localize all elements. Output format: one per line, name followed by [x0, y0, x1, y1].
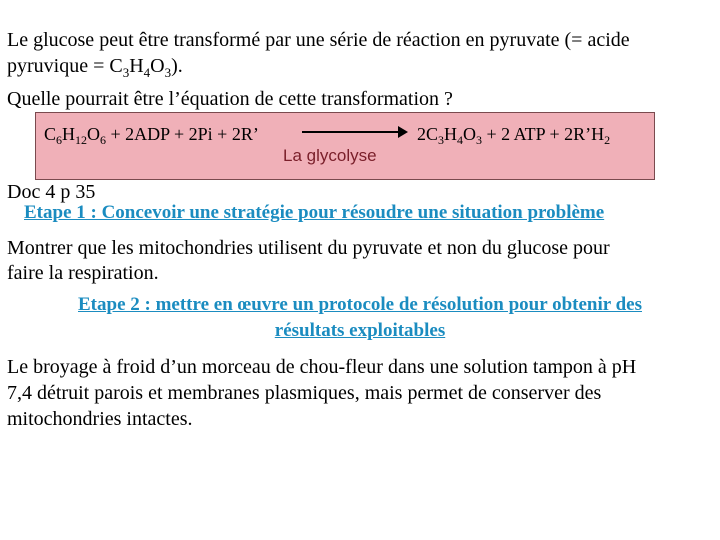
- etape-2-heading-line-1: Etape 2 : mettre en œuvre un protocole de résolution pour obtenir des: [78, 294, 642, 315]
- subscript: 3: [438, 133, 445, 147]
- paragraph-1-line-2: faire la respiration.: [7, 262, 159, 284]
- eq-h: H: [444, 124, 458, 144]
- paragraph-2-line-3: mitochondries intactes.: [7, 408, 193, 430]
- intro-line-2-prefix: pyruvique = C: [7, 55, 123, 77]
- equation-right: [417, 123, 610, 145]
- paragraph-2-line-2: 7,4 détruit parois et membranes plasmiques, mais permet de conserver des: [7, 382, 602, 404]
- eq-c: 2C: [417, 124, 439, 144]
- formula-o: O: [150, 55, 165, 77]
- subscript: 4: [143, 65, 151, 80]
- eq-right-rest: + 2 ATP + 2R’H: [482, 124, 605, 144]
- intro-line-1: Le glucose peut être transformé par une série de réaction en pyruvate (= acide: [7, 29, 630, 51]
- subscript: 12: [75, 133, 88, 147]
- reaction-arrow-icon: [302, 131, 406, 133]
- question-text: Quelle pourrait être l’équation de cette transformation ?: [7, 88, 453, 110]
- subscript: 2: [604, 133, 611, 147]
- intro-line-2-suffix: ).: [171, 55, 183, 77]
- paragraph-1-line-1: Montrer que les mitochondries utilisent du pyruvate et non du glucose pour: [7, 237, 610, 259]
- etape-2-heading-line-2: résultats exploitables: [274, 320, 446, 341]
- eq-c: C: [44, 124, 57, 144]
- equation-left: [44, 123, 259, 145]
- etape-1-heading: Etape 1 : Concevoir une stratégie pour résoudre une situation problème: [24, 202, 605, 223]
- eq-h: H: [62, 124, 76, 144]
- eq-o: O: [87, 124, 101, 144]
- glycolyse-label: La glycolyse: [283, 146, 377, 165]
- subscript: 3: [164, 65, 172, 80]
- doc-reference: Doc 4 p 35: [7, 181, 96, 203]
- subscript: 6: [56, 133, 63, 147]
- subscript: 3: [122, 65, 130, 80]
- subscript: 3: [476, 133, 483, 147]
- subscript: 4: [457, 133, 464, 147]
- paragraph-2-line-1: Le broyage à froid d’un morceau de chou-fleur dans une solution tampon à pH: [7, 356, 637, 378]
- intro-line-2: [7, 54, 183, 85]
- eq-left-rest: + 2ADP + 2Pi + 2R’: [106, 124, 259, 144]
- eq-o: O: [463, 124, 477, 144]
- subscript: 6: [100, 133, 107, 147]
- formula-h: H: [129, 55, 144, 77]
